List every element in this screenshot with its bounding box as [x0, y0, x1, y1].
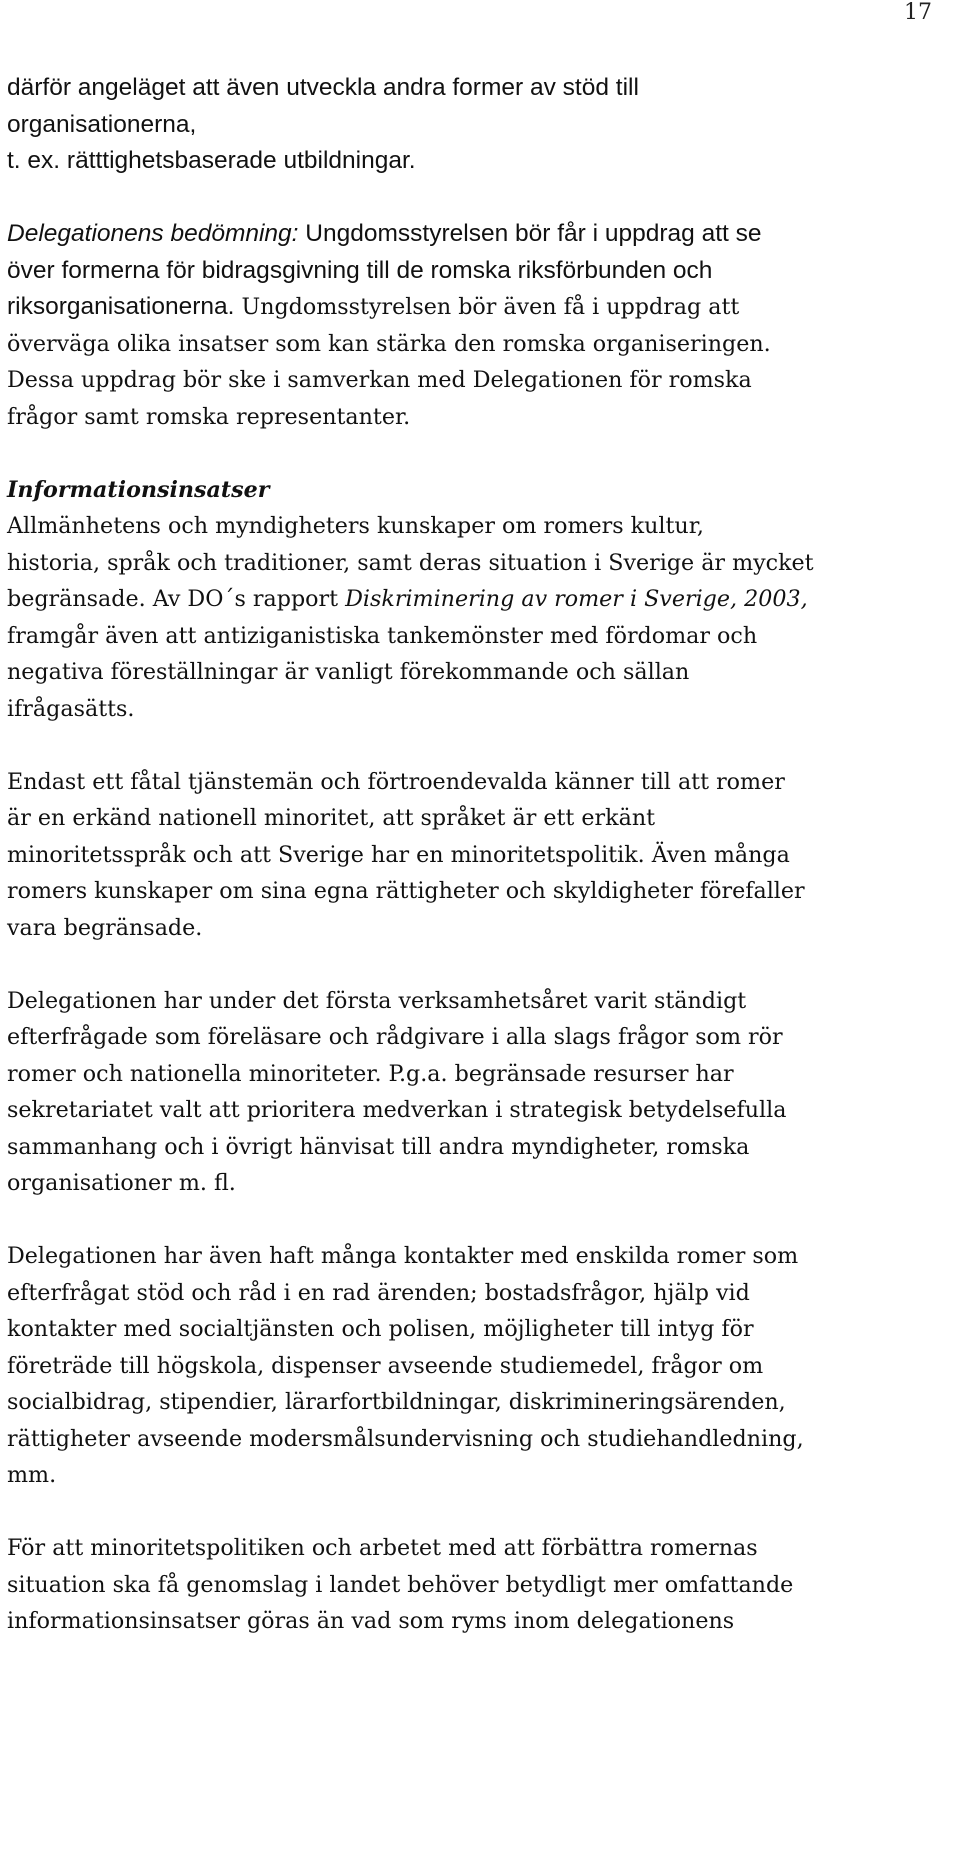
- paragraph-line: socialbidrag, stipendier, lärarfortbildningar, diskrimineringsärenden,: [7, 1389, 786, 1415]
- paragraph-line: ifrågasätts.: [7, 695, 135, 722]
- paragraph-text: Ungdomsstyrelsen bör får i uppdrag att se: [298, 220, 762, 247]
- paragraph-line: romers kunskaper om sina egna rättigheter och skyldigheter förefaller: [7, 878, 805, 904]
- paragraph-line: För att minoritetspolitiken och arbetet med att förbättra romernas: [7, 1535, 758, 1561]
- paragraph-line: därför angeläget att även utveckla andra former av stöd till: [7, 74, 639, 101]
- paragraph-line: informationsinsatser göras än vad som ryms inom delegationens: [7, 1608, 735, 1634]
- paragraph-line: kontakter med socialtjänsten och polisen, möjligheter till intyg för: [7, 1316, 754, 1342]
- paragraph-line: frågor samt romska representanter.: [7, 403, 411, 430]
- paragraph-text: begränsade. Av DO´s rapport: [7, 586, 346, 612]
- paragraph-line: Allmänhetens och myndigheters kunskaper om romers kultur,: [7, 513, 704, 539]
- paragraph-line: Delegationen har även haft många kontakter med enskilda romer som: [7, 1243, 799, 1269]
- assessment-label: Delegationens bedömning:: [7, 220, 299, 247]
- paragraph-line: organisationer m. fl.: [7, 1170, 236, 1196]
- paragraph-line: t. ex. rätttighetsbaserade utbildningar.: [7, 147, 416, 174]
- paragraph-information: [7, 472, 947, 728]
- paragraph-text: Ungdomsstyrelsen bör även få i uppdrag att: [234, 294, 740, 320]
- paragraph-line: framgår även att antiziganistiska tankemönster med fördomar och: [7, 622, 758, 649]
- paragraph-delegation-demand: [7, 983, 947, 1202]
- paragraph-line: organisationerna,: [7, 110, 197, 138]
- paragraph-line: Dessa uppdrag bör ske i samverkan med Delegationen för romska: [7, 367, 752, 393]
- paragraph-officials: [7, 764, 947, 947]
- paragraph-intro: [7, 70, 947, 180]
- paragraph-line: minoritetsspråk och att Sverige har en minoritetspolitik. Även många: [7, 841, 790, 868]
- paragraph-line: efterfrågat stöd och råd i en rad ärenden; bostadsfrågor, hjälp vid: [7, 1279, 750, 1306]
- paragraph-line: sammanhang och i övrigt hänvisat till andra myndigheter, romska: [7, 1133, 750, 1160]
- report-title: Diskriminering av romer i Sverige, 2003,: [345, 586, 808, 612]
- paragraph-line: [7, 289, 947, 326]
- paragraph-individual-contacts: [7, 1238, 947, 1494]
- paragraph-text: riksorganisationerna.: [7, 293, 235, 320]
- paragraph-line: rättigheter avseende modersmålsundervisning och studiehandledning,: [7, 1425, 804, 1452]
- paragraph-line: sekretariatet valt att prioritera medverkan i strategisk betydelsefulla: [7, 1097, 787, 1123]
- paragraph-assessment: [7, 216, 947, 435]
- paragraph-line: över formerna för bidragsgivning till de romska riksförbunden och: [7, 256, 713, 284]
- paragraph-minority-policy: [7, 1530, 947, 1640]
- paragraph-line: historia, språk och traditioner, samt deras situation i Sverige är mycket: [7, 549, 814, 576]
- paragraph-line: romer och nationella minoriteter. P.g.a. begränsade resurser har: [7, 1060, 734, 1087]
- paragraph-line: situation ska få genomslag i landet behöver betydligt mer omfattande: [7, 1571, 794, 1598]
- paragraph-line: efterfrågade som föreläsare och rådgivare i alla slags frågor som rör: [7, 1024, 783, 1050]
- paragraph-line: mm.: [7, 1462, 57, 1488]
- section-heading: Informationsinsatser: [7, 476, 270, 503]
- paragraph-line: [7, 581, 947, 618]
- document-body: [7, 70, 947, 1676]
- paragraph-line: Delegationen har under det första verksamhetsåret varit ständigt: [7, 987, 747, 1014]
- paragraph-line: är en erkänd nationell minoritet, att språket är ett erkänt: [7, 805, 656, 831]
- paragraph-line: överväga olika insatser som kan stärka den romska organiseringen.: [7, 330, 771, 357]
- paragraph-line: [7, 216, 947, 253]
- page-number: 17: [904, 0, 932, 25]
- paragraph-line: negativa föreställningar är vanligt förekommande och sällan: [7, 659, 690, 685]
- paragraph-line: Endast ett fåtal tjänstemän och förtroendevalda känner till att romer: [7, 768, 785, 795]
- paragraph-line: vara begränsade.: [7, 914, 203, 941]
- paragraph-line: företräde till högskola, dispenser avseende studiemedel, frågor om: [7, 1352, 764, 1379]
